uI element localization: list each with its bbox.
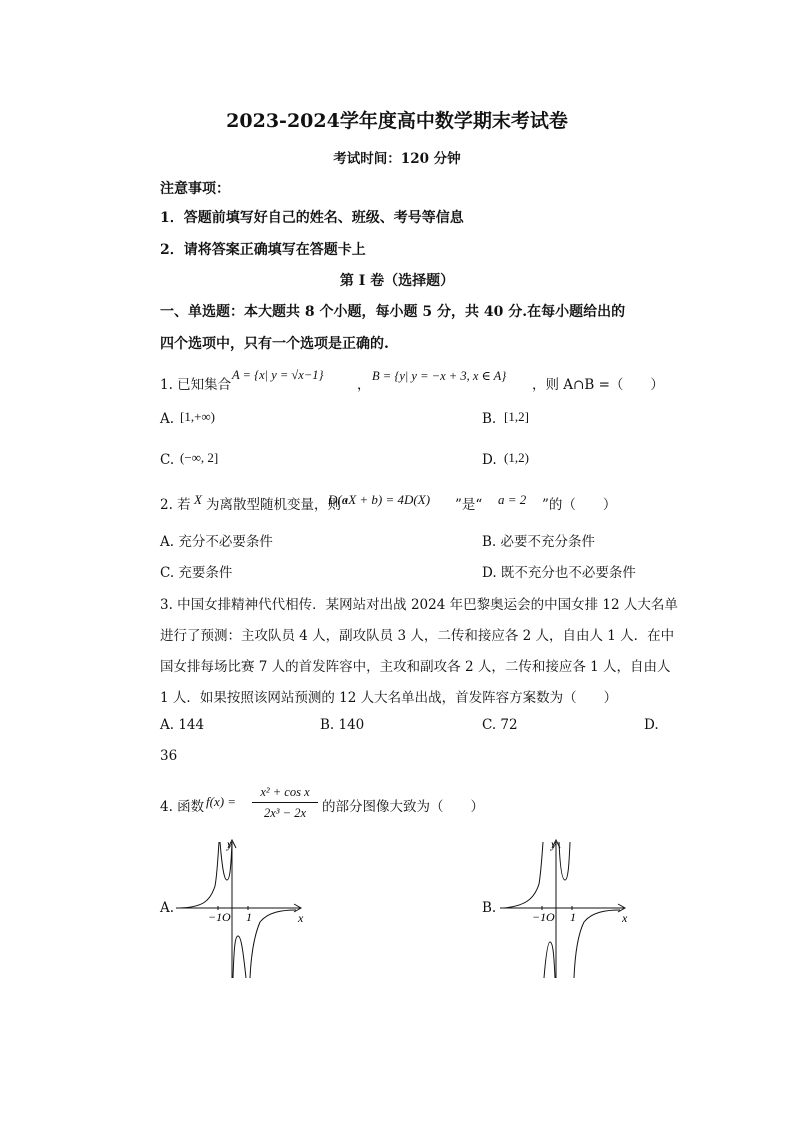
q3-option-d-value: 36 xyxy=(160,748,178,764)
graph-b-y-label: y xyxy=(551,837,557,851)
q2-option-a: A. 充分不必要条件 xyxy=(160,534,273,550)
graph-b-one-label: 1 xyxy=(570,910,576,924)
notice-item-1: 1．答题前填写好自己的姓名、班级、考号等信息 xyxy=(160,210,464,226)
q4-graph-b xyxy=(496,836,636,982)
q4-graph-a-label: A. xyxy=(160,900,175,916)
q1-prefix: 1. 已知集合 xyxy=(160,377,232,393)
q2-mid: 为离散型随机变量，则“ xyxy=(206,497,348,513)
graph-b-origin-label: O xyxy=(546,910,555,924)
graph-b-x-label: x xyxy=(622,911,628,925)
q2-option-c: C. 充要条件 xyxy=(160,565,233,581)
q1-option-b-label: B. xyxy=(482,411,497,427)
q4-graph-b-label: B. xyxy=(482,900,497,916)
q2-option-d: D. 既不充分也不必要条件 xyxy=(482,565,636,581)
graph-b-curve-left xyxy=(504,842,543,908)
q4-numerator: x² + cos x xyxy=(260,785,310,799)
q3-option-a: A. 144 xyxy=(160,717,205,733)
q1-set-a: A = {x| y = √x−1} xyxy=(232,368,324,382)
exam-title: 2023-2024学年度高中数学期末考试卷 xyxy=(226,110,568,132)
q2-expression: D(aX + b) = 4D(X) xyxy=(328,492,431,507)
notice-item-2: 2．请将答案正确填写在答题卡上 xyxy=(160,242,366,258)
q4-denominator: 2x³ − 2x xyxy=(263,806,307,820)
graph-a-curve-right xyxy=(250,910,296,978)
q3-line-4: 1 人．如果按照该网站预测的 12 人大名单出战，首发阵容方案数为（ ） xyxy=(160,690,618,706)
q2-condition: a = 2 xyxy=(498,492,527,507)
q3-option-c: C. 72 xyxy=(482,717,518,733)
q2-mid-2: ”是“ xyxy=(455,497,483,513)
q4-graph-a xyxy=(172,836,312,982)
q2-prefix: 2. 若 xyxy=(160,497,191,513)
q2-tail: ”的（ ） xyxy=(542,497,617,513)
q3-option-b: B. 140 xyxy=(320,717,365,733)
q4-function-lhs: f(x) = xyxy=(206,794,237,809)
graph-b-neg-one-label: −1 xyxy=(532,910,547,924)
section-instruction-line-2: 四个选项中，只有一个选项是正确的. xyxy=(160,336,389,352)
q2-variable: X xyxy=(194,492,202,507)
notice-heading: 注意事项： xyxy=(160,181,230,197)
section-instruction-line-1: 一、单选题：本大题共 8 个小题，每小题 5 分，共 40 分.在每小题给出的 xyxy=(160,304,626,320)
graph-b-curve-right xyxy=(574,910,620,978)
q3-line-2: 进行了预测：主攻队员 4 人，副攻队员 3 人，二传和接应各 2 人，自由人 1 人．在中 xyxy=(160,628,675,644)
q1-tail: ，则 A∩B =（ ） xyxy=(532,377,664,393)
q4-tail: 的部分图像大致为（ ） xyxy=(322,799,484,815)
q3-line-1: 3. 中国女排精神代代相传．某网站对出战 2024 年巴黎奥运会的中国女排 12 人大名单 xyxy=(160,597,678,613)
graph-a-x-label: x xyxy=(298,911,304,925)
graph-a-y-label: y xyxy=(227,837,233,851)
q1-comma: ， xyxy=(357,377,371,393)
q1-option-c: (−∞, 2] xyxy=(180,450,219,465)
graph-a-curve-mid-lower xyxy=(233,936,246,978)
q3-line-3: 国女排每场比赛 7 人的首发阵容中，主攻和副攻各 2 人，二传和接应各 1 人，自由人 xyxy=(160,659,671,675)
graph-b-curve-mid-upper xyxy=(559,842,570,880)
q1-option-a-label: A. xyxy=(160,411,175,427)
q1-option-d: (1,2) xyxy=(504,450,529,465)
graph-a-origin-label: O xyxy=(222,910,231,924)
graph-a-neg-one-label: −1 xyxy=(208,910,223,924)
graph-a-curve-left xyxy=(180,842,219,908)
section-title: 第 I 卷（选择题） xyxy=(339,273,455,289)
q2-option-b: B. 必要不充分条件 xyxy=(482,534,596,550)
exam-time: 考试时间：120 分钟 xyxy=(333,151,461,167)
q1-option-c-label: C. xyxy=(160,452,175,468)
q1-option-b: [1,2] xyxy=(504,409,529,424)
q3-option-d-label: D. xyxy=(644,717,659,733)
q1-option-a: [1,+∞) xyxy=(180,409,216,424)
graph-b-curve-mid-lower xyxy=(544,942,555,978)
q1-set-b: B = {y| y = −x + 3, x ∈ A} xyxy=(372,369,507,383)
q1-option-d-label: D. xyxy=(482,452,497,468)
graph-a-one-label: 1 xyxy=(246,910,252,924)
q4-fraction-bar xyxy=(252,802,318,803)
q4-prefix: 4. 函数 xyxy=(160,799,205,815)
